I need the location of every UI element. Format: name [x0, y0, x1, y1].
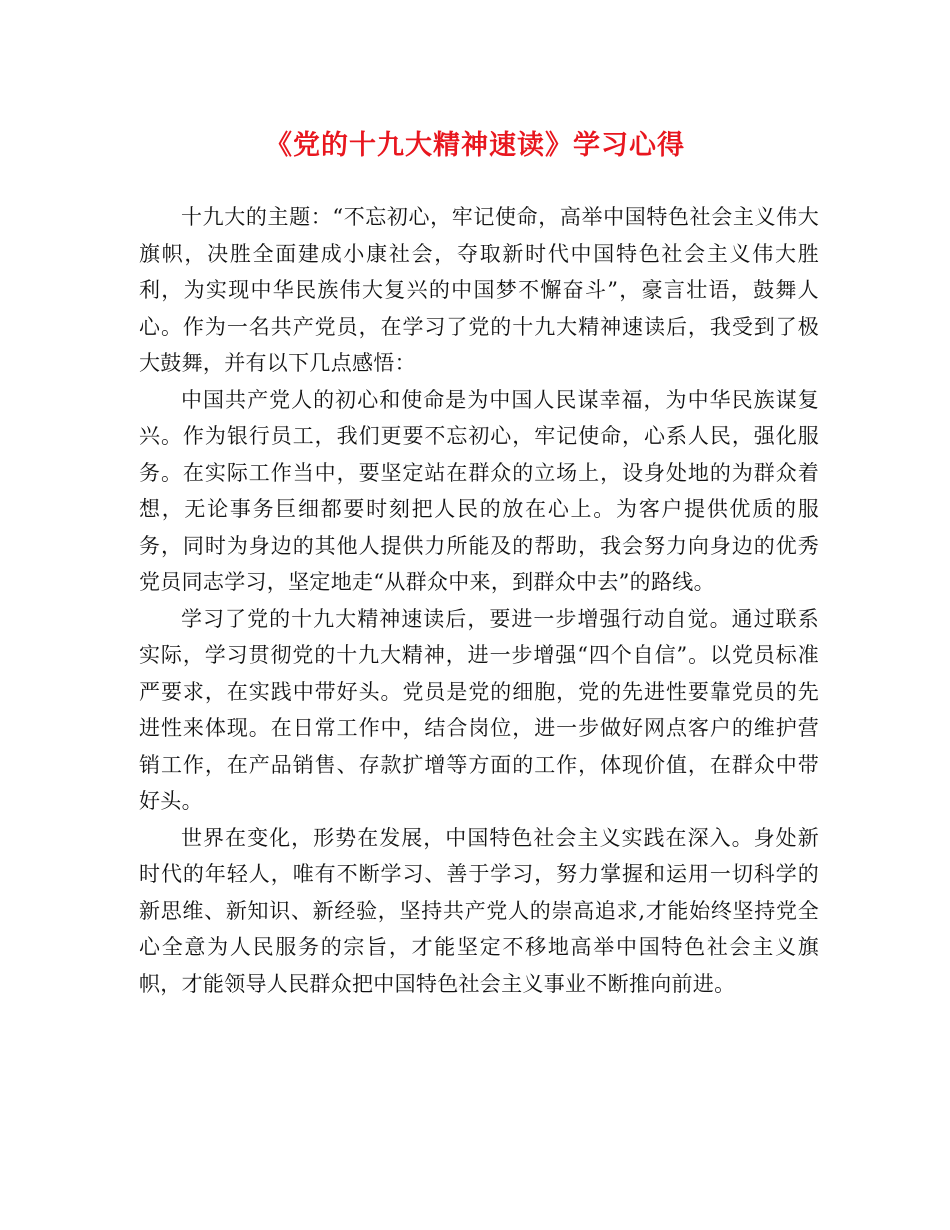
paragraph-action: 学习了党的十九大精神速读后，要进一步增强行动自觉。通过联系实际，学习贯彻党的十九大精神，进一步增强“四个自信”。以党员标准严要求，在实践中带好头。党员是党的细胞，党的先进性要靠党员的先进性来体现。在日常工作中，结合岗位，进一步做好网点客户的维护营销工作，在产品销售、存款扩增等方面的工作，体现价值，在群众中带好头。 — [139, 606, 819, 813]
document-body — [139, 199, 819, 1002]
paragraph-theme: 十九大的主题：“不忘初心，牢记使命，高举中国特色社会主义伟大旗帜，决胜全面建成小康社会，夺取新时代中国特色社会主义伟大胜利，为实现中华民族伟大复兴的中国梦不懈奋斗”，豪言壮语，鼓舞人心。作为一名共产党员，在学习了党的十九大精神速读后，我受到了极大鼓舞，并有以下几点感悟： — [139, 205, 819, 375]
document-title: 《党的十九大精神速读》学习心得 — [265, 130, 685, 161]
paragraph-mission: 中国共产党人的初心和使命是为中国人民谋幸福，为中华民族谋复兴。作为银行员工，我们更要不忘初心，牢记使命，心系人民，强化服务。在实际工作当中，要坚定站在群众的立场上，设身处地的为群众着想，无论事务巨细都要时刻把人民的放在心上。为客户提供优质的服务，同时为身边的其他人提供力所能及的帮助，我会努力向身边的优秀党员同志学习，坚定地走“从群众中来，到群众中去”的路线。 — [139, 387, 819, 594]
paragraph-learning: 世界在变化，形势在发展，中国特色社会主义实践在深入。身处新时代的年轻人，唯有不断学习、善于学习，努力掌握和运用一切科学的新思维、新知识、新经验，坚持共产党人的崇高追求,才能始终坚持党全心全意为人民服务的宗旨，才能坚定不移地高举中国特色社会主义旗帜，才能领导人民群众把中国特色社会主义事业不断推向前进。 — [139, 825, 819, 996]
